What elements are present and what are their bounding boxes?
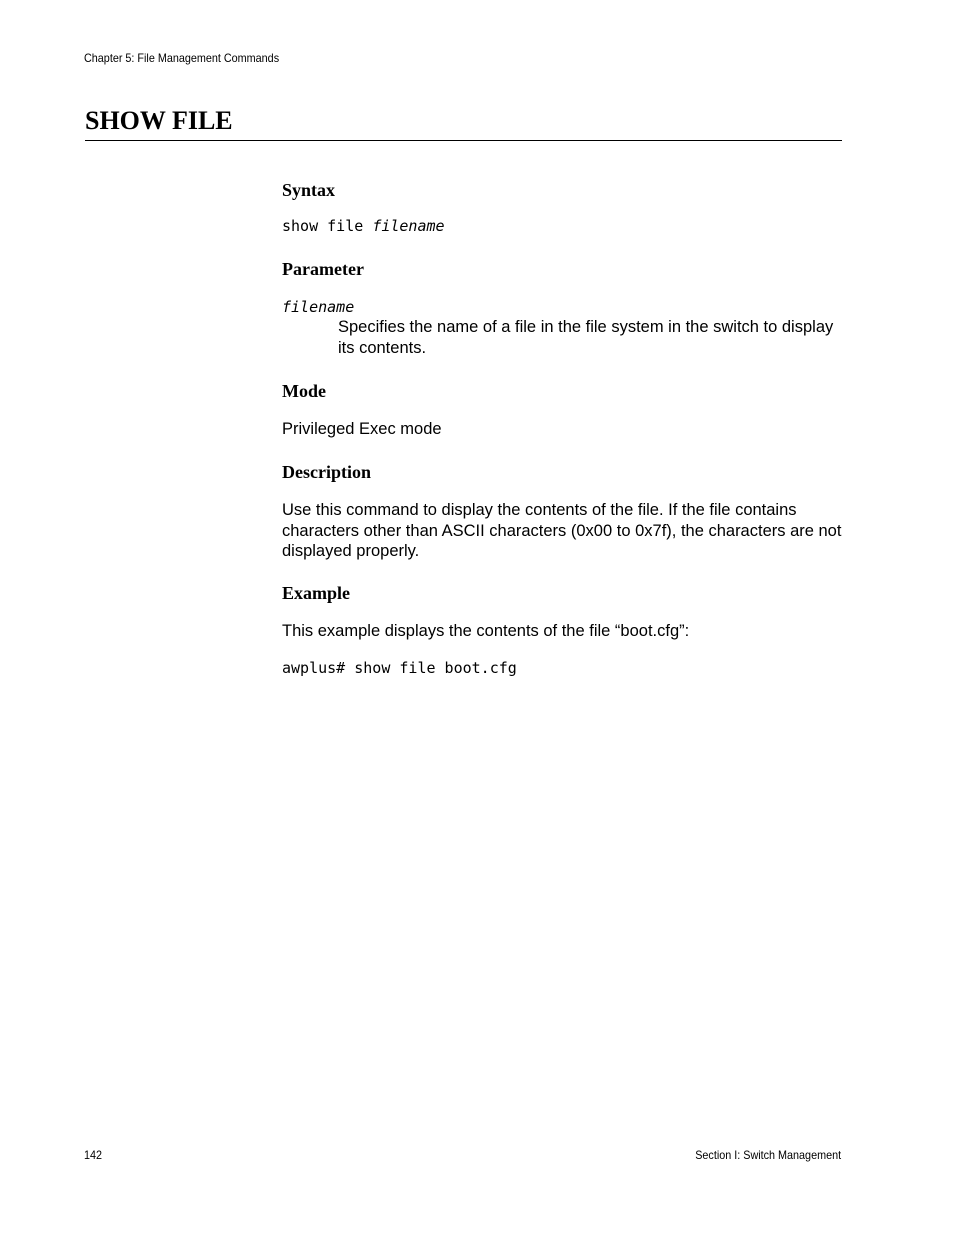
example-text: This example displays the contents of the file “boot.cfg”: (282, 622, 690, 640)
example-heading: Example (282, 583, 351, 603)
page-number: 142 (84, 1148, 103, 1162)
page-header: Chapter 5: File Management Commands (84, 51, 280, 65)
mode-text: Privileged Exec mode (282, 420, 442, 438)
page-title: SHOW FILE (85, 106, 233, 135)
syntax-argument: filename (372, 217, 445, 235)
syntax-heading: Syntax (282, 180, 336, 200)
description-heading: Description (282, 462, 371, 482)
syntax-command-text: show file (282, 217, 364, 235)
mode-heading: Mode (282, 381, 326, 401)
description-text: Use this command to display the contents of the file. If the file contains characters other than ASCII characters (0x00 to 0x7f), the characters are not displayed properly. (282, 501, 842, 560)
parameter-heading: Parameter (282, 259, 364, 279)
footer-section: Section I: Switch Management (695, 1148, 841, 1162)
title-rule (85, 140, 842, 141)
parameter-name-text: filename (282, 298, 355, 316)
parameter-name (282, 297, 354, 317)
parameter-description: Specifies the name of a file in the file system in the switch to display its contents. (338, 318, 834, 357)
syntax-command (282, 216, 445, 236)
example-code: awplus# show file boot.cfg (282, 659, 517, 677)
